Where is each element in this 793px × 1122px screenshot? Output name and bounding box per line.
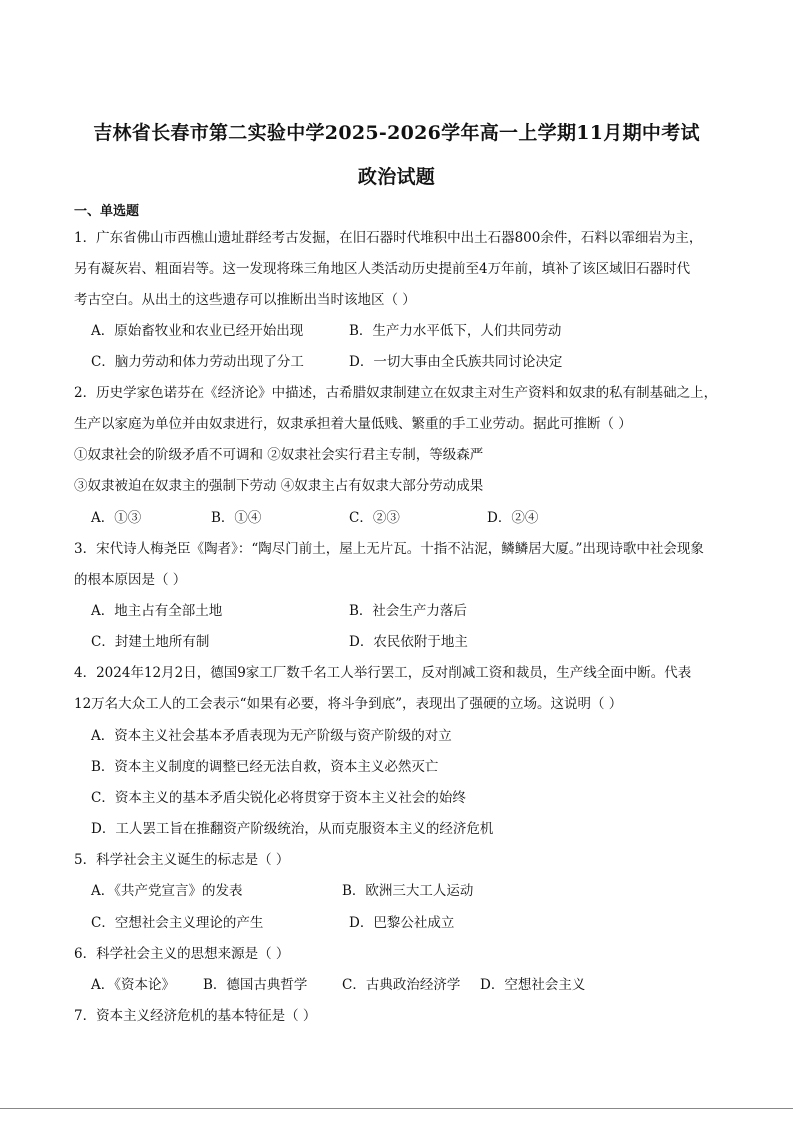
- option-b: B．生产力水平低下，人们共同劳动: [349, 323, 562, 339]
- option-a: A．原始畜牧业和农业已经开始出现: [91, 323, 304, 339]
- option-d: D．②④: [487, 510, 539, 526]
- option-c: C．资本主义的基本矛盾尖锐化必将贯穿于资本主义社会的始终: [91, 790, 466, 806]
- page-divider: [0, 1108, 793, 1109]
- option-a: A．资本主义社会基本矛盾表现为无产阶级与资产阶级的对立: [91, 728, 452, 744]
- option-d: D．巴黎公社成立: [349, 915, 455, 931]
- section-heading: 一、单选题: [74, 204, 140, 219]
- option-b: B．欧洲三大工人运动: [342, 883, 474, 899]
- option-b: B．资本主义制度的调整已经无法自救，资本主义必然灭亡: [91, 759, 439, 775]
- question-text: 5．科学社会主义诞生的标志是（ ）: [74, 852, 290, 868]
- option-a: A．①③: [91, 510, 142, 526]
- option-d: D．工人罢工旨在推翻资产阶级统治，从而克服资本主义的经济危机: [91, 821, 494, 837]
- option-d: D．一切大事由全氏族共同讨论决定: [349, 354, 563, 370]
- question-text: 6．科学社会主义的思想来源是（ ）: [74, 946, 290, 962]
- exam-title: 吉林省长春市第二实验中学2025-2026学年高一上学期11月期中考试: [93, 122, 700, 144]
- option-d: D．农民依附于地主: [349, 634, 468, 650]
- option-c: C．空想社会主义理论的产生: [91, 915, 264, 931]
- question-statements: ③奴隶被迫在奴隶主的强制下劳动 ④奴隶主占有奴隶大部分劳动成果: [74, 478, 484, 494]
- question-text: 另有凝灰岩、粗面岩等。这一发现将珠三角地区人类活动历史提前至4万年前，填补了该区域旧石器时代: [74, 261, 691, 277]
- option-b: B．德国古典哲学: [203, 977, 308, 993]
- option-b: B．社会生产力落后: [349, 603, 467, 619]
- option-c: C．②③: [349, 510, 400, 526]
- question-text: 2．历史学家色诺芬在《经济论》中描述，古希腊奴隶制建立在奴隶主对生产资料和奴隶的私有制基础之上，: [74, 385, 718, 401]
- question-statements: ①奴隶社会的阶级矛盾不可调和 ②奴隶社会实行君主专制，等级森严: [74, 447, 484, 463]
- option-a: A．《共产党宣言》的发表: [91, 883, 243, 899]
- option-a: A．《资本论》: [91, 977, 175, 993]
- option-d: D．空想社会主义: [480, 977, 586, 993]
- question-text: 1．广东省佛山市西樵山遗址群经考古发掘，在旧石器时代堆积中出土石器800余件，石料以霏细岩为主，: [74, 230, 703, 246]
- option-b: B．①④: [211, 510, 262, 526]
- exam-subtitle: 政治试题: [357, 166, 436, 188]
- question-text: 考古空白。从出土的这些遗存可以推断出当时该地区（ ）: [74, 292, 416, 308]
- question-text: 生产以家庭为单位并由奴隶进行，奴隶承担着大量低贱、繁重的手工业劳动。据此可推断（ ）: [74, 416, 632, 432]
- question-text: 4．2024年12月2日，德国9家工厂数千名工人举行罢工，反对削减工资和裁员，生产线全面中断。代表: [74, 665, 692, 681]
- question-text: 的根本原因是（ ）: [74, 572, 187, 588]
- option-c: C．封建土地所有制: [91, 634, 210, 650]
- question-text: 12万名大众工人的工会表示“如果有必要，将斗争到底”，表现出了强硬的立场。这说明（ ）: [74, 696, 623, 712]
- question-text: 3．宋代诗人梅尧臣《陶者》：“陶尽门前土，屋上无片瓦。十指不沾泥，鳞鳞居大厦。”出现诗歌中社会现象: [74, 541, 704, 557]
- option-a: A．地主占有全部土地: [91, 603, 223, 619]
- question-text: 7．资本主义经济危机的基本特征是（ ）: [74, 1008, 317, 1024]
- option-c: C．脑力劳动和体力劳动出现了分工: [91, 354, 304, 370]
- option-c: C．古典政治经济学: [342, 977, 461, 993]
